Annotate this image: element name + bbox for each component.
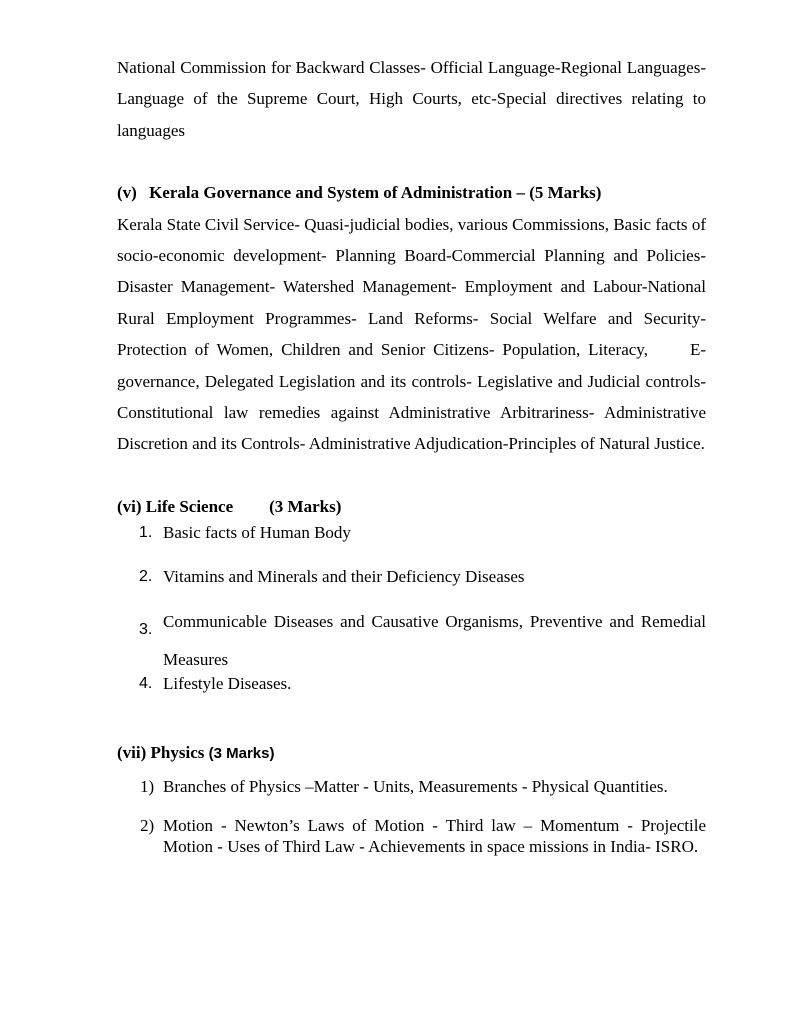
list-number: 1.	[139, 524, 153, 542]
section-v-body-part1: Kerala State Civil Service- Quasi-judicial bodies, various Commissions, Basic facts of socio-economic development- Planning Board-Commercial Planning and Policies- Disaster Management- Watershed Management- Employment and Labour-National Rural Employment Programmes- Land Reforms- Social Welfare and Security- Protection of Women, Children and Senior Citizens- Population, Literacy,	[117, 214, 706, 360]
section-vi-marks: (3 Marks)	[269, 496, 342, 516]
list-text: Motion - Newton’s Laws of Motion - Third law – Momentum - Projectile Motion - Uses of Third Law - Achievements in space missions in India- ISRO.	[163, 815, 706, 856]
list-number: 1)	[140, 776, 155, 796]
list-number: 2)	[140, 815, 155, 835]
intro-paragraph: National Commission for Backward Classes- Official Language-Regional Languages-Language of the Supreme Court, High Courts, etc-Special directives relating to languages	[117, 58, 706, 140]
section-vi-heading	[117, 491, 706, 522]
section-vi-label: (vi)	[117, 496, 142, 516]
list-item	[117, 522, 706, 544]
section-v-label: (v)	[117, 183, 137, 203]
list-item	[117, 673, 706, 695]
section-vi-title: Life Science	[145, 496, 234, 516]
section-vii-marks: (3 Marks)	[208, 745, 275, 763]
spacer	[117, 695, 706, 737]
physics-list	[117, 776, 706, 857]
section-v-heading	[117, 177, 706, 208]
section-vii-label: (vii)	[117, 743, 147, 763]
section-v-marks: (5 Marks)	[529, 183, 602, 203]
list-text: Basic facts of Human Body	[163, 523, 351, 543]
list-number: 4.	[139, 675, 153, 693]
list-number: 2.	[139, 568, 153, 586]
section-v-title: Kerala Governance and System of Administration –	[149, 183, 525, 203]
list-text: Branches of Physics –Matter - Units, Measurements - Physical Quantities.	[163, 776, 668, 796]
list-item	[117, 815, 706, 857]
list-number: 3.	[139, 621, 153, 639]
spacer	[117, 146, 706, 177]
list-item	[117, 776, 706, 797]
section-v-body	[117, 209, 706, 460]
list-item	[117, 603, 706, 679]
list-text: Communicable Diseases and Causative Organisms, Preventive and Remedial Measures	[163, 612, 706, 670]
list-text: Lifestyle Diseases.	[163, 674, 292, 694]
section-vii-title: Physics	[150, 743, 205, 763]
section-vii-heading	[117, 737, 706, 769]
section-v-body-part2: E-governance, Delegated Legislation and its controls- Legislative and Judicial controls- Constitutional law remedies against Administrative Arbitrariness- Administrative Discretion and its Controls- Administrative Adjudication-Principles of Natural Justice.	[117, 340, 706, 454]
life-science-list	[117, 522, 706, 695]
syllabus-page	[117, 52, 706, 857]
list-text: Vitamins and Minerals and their Deficiency Diseases	[163, 567, 525, 587]
spacer	[117, 460, 706, 491]
list-item	[117, 566, 706, 588]
